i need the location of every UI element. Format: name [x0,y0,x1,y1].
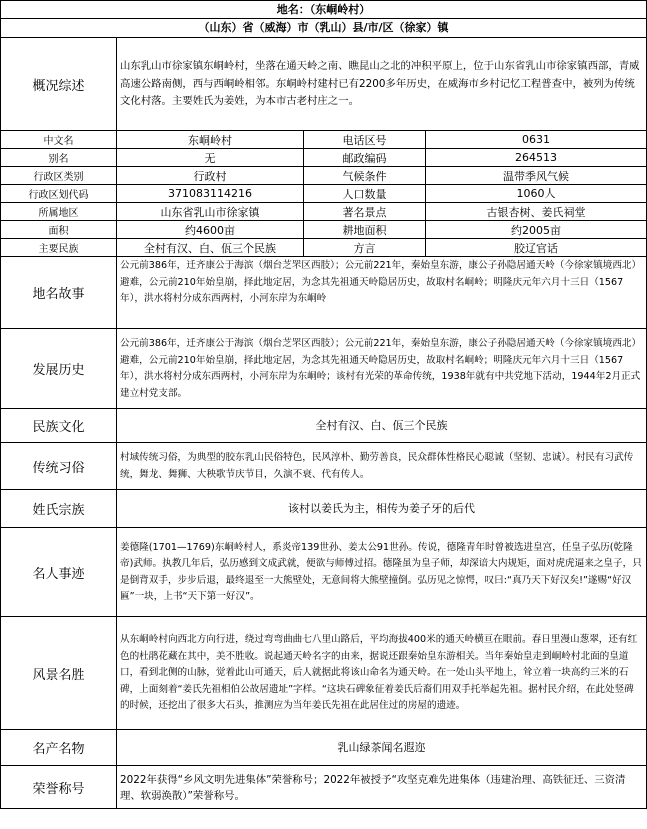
info-row [1,185,647,203]
area-label: 面积 [1,221,117,239]
name-value: 东峒岭村 [117,131,304,149]
overview-text: 山东乳山市徐家镇东峒岭村，坐落在通天岭之南、瞧昆山之北的冲积平原上，位于山东省乳山市徐家镇西部，青威高速公路南侧，西与西峒岭相邻。东峒岭村建村已有2200多年历史，在威海市乡村记忆工程普查中，被列为传统文化村落。主要姓氏为姜姓，为本市古老村庄之一。 [117,38,647,131]
history-label: 发展历史 [1,329,117,409]
dialect-label: 方言 [304,239,426,257]
alias-value: 无 [117,149,304,167]
scenery-label: 风景名胜 [1,617,117,730]
info-row [1,239,647,257]
story-text: 公元前386年，迁齐康公于海滨（烟台芝罘区西肢）；公元前221年，秦始皇东游，康公子孙隐居通天岭（今徐家镇境西北）避难，公元前210年始皇崩，择此地定居，为念其先祖通天岭隐居历史，故取村名峒岭；明隆庆元年六月十三日（1567年），洪水将村分成东西两村，小河东岸为东峒岭 [117,257,647,329]
clan-label: 姓氏宗族 [1,490,117,528]
story-label: 地名故事 [1,257,117,329]
section-row [1,257,647,329]
section-row [1,528,647,617]
farmland-value: 约2005亩 [426,221,647,239]
page-title: 地名：（东峒岭村） [1,1,647,19]
history-text: 公元前386年，迁齐康公于海滨（烟台芝罘区西肢）；公元前221年，秦始皇东游，康公子孙隐居通天岭（今徐家镇境西北）避难，公元前210年始皇崩，择此地定居，为念其先祖通天岭隐居历史，故取村名峒岭；明隆庆元年六月十三日（1567年），洪水将村分成东西两村，小河东岸为东峒岭；该村有光荣的革命传统，1938年就有中共党地下活动，1944年2月正式建立村党支部。 [117,329,647,409]
scenery-text: 从东峒岭村向西北方向行进，绕过弯弯曲曲七八里山路后，平均海拔400米的通天岭横亘在眼前。春日里漫山葱翠，还有红色的杜鹃花藏在其中，美不胜收。说起通天岭名字的由来，据说还跟秦始皇东游相关。当年秦始皇走到峒岭村北面的皇道口，看到北侧的山脉，觉着此山可通天，后人就据此将该山命名为通天岭。在一处山头平地上，耸立着一块高约三米的石碑，上面刻着“姜氏先祖相伯公故居遗址”字样。“这块石碑象征着姜氏后裔们用双手托举起先祖。据村民介绍，在此处竖碑的时候，还挖出了很多大石头，推测应为当年姜氏先祖在此居住过的房屋的遗迹。 [117,617,647,730]
dialect-value: 胶辽官话 [426,239,647,257]
honors-text: 2022年获得“乡风文明先进集体”荣誉称号；2022年被授予“攻坚克难先进集体（违建治理、高铁征迁、三资清理、软弱涣散）”荣誉称号。 [117,766,647,809]
population-value: 1060人 [426,185,647,203]
scenic-label: 著名景点 [304,203,426,221]
info-row [1,221,647,239]
subtitle-row [1,19,647,38]
scenic-value: 古银杏树、姜氏祠堂 [426,203,647,221]
info-row [1,131,647,149]
section-row [1,409,647,443]
section-row [1,443,647,490]
celebrity-label: 名人事迹 [1,528,117,617]
region-label: 所属地区 [1,203,117,221]
name-label: 中文名 [1,131,117,149]
section-row [1,329,647,409]
products-text: 乳山绿茶闻名遐迩 [117,730,647,766]
ethnic-value: 全村有汉、白、佤三个民族 [117,239,304,257]
honors-label: 荣誉称号 [1,766,117,809]
celebrity-text: 姜德隆(1701—1769)东峒岭村人，系炎帝139世孙、姜太公91世孙。传说，德隆青年时曾被选进皇宫，任皇子弘历(乾隆帝)武师。执教几年后，弘历感到文成武就，便欲与师傅过招。德隆虽为皇子师，却深谙大内规矩，面对虎虎逼来之皇子，只是倒背双手，步步后退，最终退至一大熊壁处，无意间将大熊壁撞倒。弘历见之惊愕，叹曰:“真乃天下好汉矣!”遂赐“好汉匾”一块，上书“天下第一好汉”。 [117,528,647,617]
title-row [1,1,647,19]
info-row [1,167,647,185]
admin-code-value: 371083114216 [117,185,304,203]
alias-label: 别名 [1,149,117,167]
page-subtitle: （山东）省（威海）市（乳山）县/市/区（徐家）镇 [1,19,647,38]
admin-type-value: 行政村 [117,167,304,185]
info-row [1,149,647,167]
customs-label: 传统习俗 [1,443,117,490]
admin-code-label: 行政区划代码 [1,185,117,203]
farmland-label: 耕地面积 [304,221,426,239]
section-row [1,766,647,809]
section-row [1,617,647,730]
customs-text: 村域传统习俗，为典型的胶东乳山民俗特色，民风淳朴、勤劳善良，民众群体性格民心聪诚（坚韧、忠诚）。村民有习武传统，舞龙、舞狮、大秧歌节庆节目，久演不衰、代有传人。 [117,443,647,490]
population-label: 人口数量 [304,185,426,203]
overview-row [1,38,647,131]
admin-type-label: 行政区类别 [1,167,117,185]
section-row [1,730,647,766]
climate-value: 温带季风气候 [426,167,647,185]
region-value: 山东省乳山市徐家镇 [117,203,304,221]
clan-text: 该村以姜氏为主，相传为姜子牙的后代 [117,490,647,528]
section-row [1,490,647,528]
ethnic-culture-label: 民族文化 [1,409,117,443]
zip-value: 264513 [426,149,647,167]
ethnic-culture-text: 全村有汉、白、佤三个民族 [117,409,647,443]
phone-label: 电话区号 [304,131,426,149]
overview-label: 概况综述 [1,38,117,131]
zip-label: 邮政编码 [304,149,426,167]
phone-value: 0631 [426,131,647,149]
info-row [1,203,647,221]
climate-label: 气候条件 [304,167,426,185]
ethnic-label: 主要民族 [1,239,117,257]
area-value: 约4600亩 [117,221,304,239]
products-label: 名产名物 [1,730,117,766]
